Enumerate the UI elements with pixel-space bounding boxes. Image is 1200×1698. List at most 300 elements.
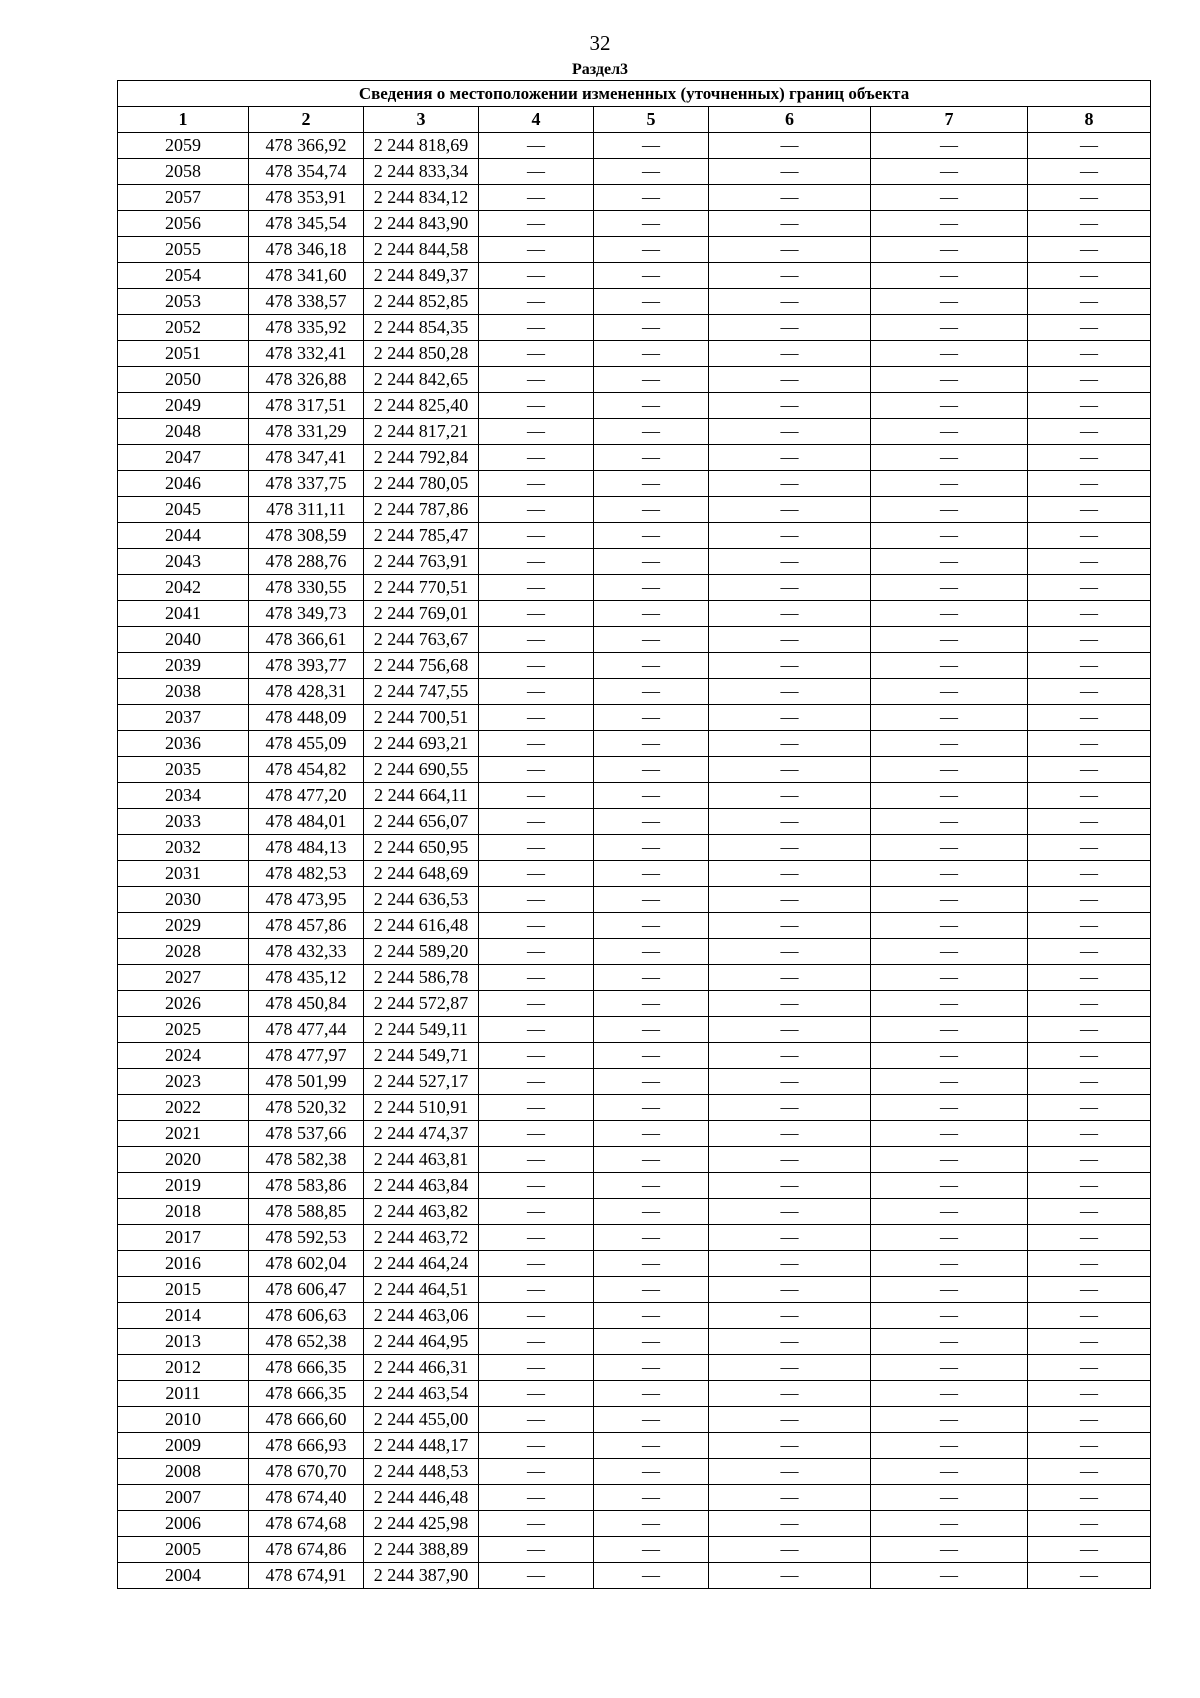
dash-cell: — — [1028, 653, 1151, 679]
table-row — [118, 185, 1151, 211]
dash-cell: — — [1028, 549, 1151, 575]
table-row — [118, 1199, 1151, 1225]
dash-cell: — — [1028, 679, 1151, 705]
dash-cell: — — [479, 185, 594, 211]
y-coordinate-cell: 2 244 690,55 — [364, 757, 479, 783]
dash-cell: — — [479, 601, 594, 627]
x-coordinate-cell: 478 454,82 — [249, 757, 364, 783]
dash-cell: — — [1028, 1225, 1151, 1251]
table-row — [118, 159, 1151, 185]
dash-cell: — — [1028, 1407, 1151, 1433]
dash-cell: — — [871, 757, 1028, 783]
y-coordinate-cell: 2 244 854,35 — [364, 315, 479, 341]
dash-cell: — — [709, 1407, 871, 1433]
point-number-cell: 2036 — [118, 731, 249, 757]
dash-cell: — — [871, 1251, 1028, 1277]
dash-cell: — — [709, 315, 871, 341]
table-row — [118, 679, 1151, 705]
dash-cell: — — [1028, 419, 1151, 445]
dash-cell: — — [1028, 263, 1151, 289]
table-row — [118, 341, 1151, 367]
x-coordinate-cell: 478 346,18 — [249, 237, 364, 263]
y-coordinate-cell: 2 244 455,00 — [364, 1407, 479, 1433]
point-number-cell: 2012 — [118, 1355, 249, 1381]
y-coordinate-cell: 2 244 572,87 — [364, 991, 479, 1017]
point-number-cell: 2049 — [118, 393, 249, 419]
dash-cell: — — [479, 809, 594, 835]
dash-cell: — — [594, 1407, 709, 1433]
dash-cell: — — [1028, 913, 1151, 939]
dash-cell: — — [709, 1147, 871, 1173]
dash-cell: — — [594, 601, 709, 627]
dash-cell: — — [1028, 991, 1151, 1017]
dash-cell: — — [479, 887, 594, 913]
dash-cell: — — [871, 1511, 1028, 1537]
y-coordinate-cell: 2 244 464,24 — [364, 1251, 479, 1277]
point-number-cell: 2039 — [118, 653, 249, 679]
x-coordinate-cell: 478 457,86 — [249, 913, 364, 939]
dash-cell: — — [479, 1017, 594, 1043]
dash-cell: — — [871, 731, 1028, 757]
dash-cell: — — [594, 237, 709, 263]
table-row — [118, 1069, 1151, 1095]
dash-cell: — — [871, 653, 1028, 679]
dash-cell: — — [479, 211, 594, 237]
x-coordinate-cell: 478 473,95 — [249, 887, 364, 913]
dash-cell: — — [479, 1537, 594, 1563]
y-coordinate-cell: 2 244 463,81 — [364, 1147, 479, 1173]
point-number-cell: 2041 — [118, 601, 249, 627]
dash-cell: — — [871, 1433, 1028, 1459]
dash-cell: — — [709, 367, 871, 393]
x-coordinate-cell: 478 592,53 — [249, 1225, 364, 1251]
x-coordinate-cell: 478 582,38 — [249, 1147, 364, 1173]
point-number-cell: 2016 — [118, 1251, 249, 1277]
dash-cell: — — [871, 1277, 1028, 1303]
dash-cell: — — [1028, 237, 1151, 263]
dash-cell: — — [479, 1277, 594, 1303]
dash-cell: — — [594, 159, 709, 185]
dash-cell: — — [594, 1251, 709, 1277]
table-row — [118, 315, 1151, 341]
point-number-cell: 2020 — [118, 1147, 249, 1173]
dash-cell: — — [594, 1381, 709, 1407]
dash-cell: — — [479, 1433, 594, 1459]
dash-cell: — — [479, 367, 594, 393]
point-number-cell: 2052 — [118, 315, 249, 341]
dash-cell: — — [1028, 1121, 1151, 1147]
table-row — [118, 289, 1151, 315]
table-row — [118, 861, 1151, 887]
dash-cell: — — [871, 1329, 1028, 1355]
dash-cell: — — [1028, 1563, 1151, 1589]
point-number-cell: 2037 — [118, 705, 249, 731]
dash-cell: — — [479, 913, 594, 939]
dash-cell: — — [709, 211, 871, 237]
y-coordinate-cell: 2 244 844,58 — [364, 237, 479, 263]
table-row — [118, 627, 1151, 653]
dash-cell: — — [1028, 887, 1151, 913]
dash-cell: — — [479, 1251, 594, 1277]
dash-cell: — — [709, 1225, 871, 1251]
x-coordinate-cell: 478 666,35 — [249, 1381, 364, 1407]
dash-cell: — — [1028, 601, 1151, 627]
x-coordinate-cell: 478 354,74 — [249, 159, 364, 185]
dash-cell: — — [594, 367, 709, 393]
dash-cell: — — [709, 705, 871, 731]
dash-cell: — — [479, 523, 594, 549]
dash-cell: — — [871, 1017, 1028, 1043]
dash-cell: — — [1028, 341, 1151, 367]
dash-cell: — — [709, 1303, 871, 1329]
dash-cell: — — [594, 653, 709, 679]
table-row — [118, 835, 1151, 861]
dash-cell: — — [479, 965, 594, 991]
table-row — [118, 367, 1151, 393]
y-coordinate-cell: 2 244 780,05 — [364, 471, 479, 497]
x-coordinate-cell: 478 366,92 — [249, 133, 364, 159]
dash-cell: — — [871, 185, 1028, 211]
x-coordinate-cell: 478 666,60 — [249, 1407, 364, 1433]
dash-cell: — — [709, 861, 871, 887]
dash-cell: — — [594, 809, 709, 835]
dash-cell: — — [871, 367, 1028, 393]
x-coordinate-cell: 478 674,40 — [249, 1485, 364, 1511]
dash-cell: — — [594, 1147, 709, 1173]
table-row — [118, 1485, 1151, 1511]
dash-cell: — — [709, 1381, 871, 1407]
dash-cell: — — [1028, 1251, 1151, 1277]
dash-cell: — — [1028, 1329, 1151, 1355]
dash-cell: — — [709, 1173, 871, 1199]
dash-cell: — — [709, 679, 871, 705]
point-number-cell: 2007 — [118, 1485, 249, 1511]
dash-cell: — — [871, 211, 1028, 237]
table-row — [118, 913, 1151, 939]
dash-cell: — — [1028, 1433, 1151, 1459]
page-number: 32 — [589, 31, 611, 55]
coordinates-table — [117, 80, 1151, 1589]
x-coordinate-cell: 478 583,86 — [249, 1173, 364, 1199]
table-row — [118, 1095, 1151, 1121]
dash-cell: — — [871, 861, 1028, 887]
y-coordinate-cell: 2 244 648,69 — [364, 861, 479, 887]
dash-cell: — — [479, 315, 594, 341]
table-row — [118, 211, 1151, 237]
dash-cell: — — [594, 757, 709, 783]
dash-cell: — — [479, 1069, 594, 1095]
x-coordinate-cell: 478 326,88 — [249, 367, 364, 393]
dash-cell: — — [1028, 497, 1151, 523]
dash-cell: — — [1028, 1355, 1151, 1381]
dash-cell: — — [479, 159, 594, 185]
y-coordinate-cell: 2 244 693,21 — [364, 731, 479, 757]
dash-cell: — — [709, 939, 871, 965]
y-coordinate-cell: 2 244 388,89 — [364, 1537, 479, 1563]
table-row — [118, 783, 1151, 809]
point-number-cell: 2018 — [118, 1199, 249, 1225]
dash-cell: — — [871, 523, 1028, 549]
dash-cell: — — [594, 627, 709, 653]
table-row — [118, 393, 1151, 419]
dash-cell: — — [1028, 445, 1151, 471]
dash-cell: — — [709, 913, 871, 939]
column-header: 2 — [249, 107, 364, 133]
point-number-cell: 2056 — [118, 211, 249, 237]
x-coordinate-cell: 478 670,70 — [249, 1459, 364, 1485]
dash-cell: — — [709, 1537, 871, 1563]
dash-cell: — — [709, 1199, 871, 1225]
dash-cell: — — [479, 653, 594, 679]
dash-cell: — — [709, 835, 871, 861]
y-coordinate-cell: 2 244 448,53 — [364, 1459, 479, 1485]
dash-cell: — — [1028, 627, 1151, 653]
dash-cell: — — [709, 263, 871, 289]
dash-cell: — — [871, 497, 1028, 523]
dash-cell: — — [1028, 835, 1151, 861]
dash-cell: — — [594, 1095, 709, 1121]
table-body — [118, 133, 1151, 1589]
x-coordinate-cell: 478 606,63 — [249, 1303, 364, 1329]
dash-cell: — — [871, 1173, 1028, 1199]
dash-cell: — — [871, 1537, 1028, 1563]
point-number-cell: 2059 — [118, 133, 249, 159]
dash-cell: — — [594, 1121, 709, 1147]
dash-cell: — — [594, 965, 709, 991]
dash-cell: — — [709, 991, 871, 1017]
dash-cell: — — [1028, 705, 1151, 731]
dash-cell: — — [709, 1251, 871, 1277]
table-row — [118, 1381, 1151, 1407]
dash-cell: — — [479, 731, 594, 757]
dash-cell: — — [1028, 939, 1151, 965]
y-coordinate-cell: 2 244 818,69 — [364, 133, 479, 159]
x-coordinate-cell: 478 338,57 — [249, 289, 364, 315]
table-row — [118, 445, 1151, 471]
dash-cell: — — [709, 731, 871, 757]
dash-cell: — — [594, 133, 709, 159]
dash-cell: — — [709, 497, 871, 523]
table-row — [118, 731, 1151, 757]
x-coordinate-cell: 478 331,29 — [249, 419, 364, 445]
dash-cell: — — [871, 1225, 1028, 1251]
dash-cell: — — [594, 783, 709, 809]
dash-cell: — — [1028, 1277, 1151, 1303]
dash-cell: — — [1028, 1095, 1151, 1121]
dash-cell: — — [871, 575, 1028, 601]
x-coordinate-cell: 478 501,99 — [249, 1069, 364, 1095]
x-coordinate-cell: 478 484,13 — [249, 835, 364, 861]
point-number-cell: 2038 — [118, 679, 249, 705]
y-coordinate-cell: 2 244 387,90 — [364, 1563, 479, 1589]
x-coordinate-cell: 478 428,31 — [249, 679, 364, 705]
dash-cell: — — [594, 1485, 709, 1511]
y-coordinate-cell: 2 244 425,98 — [364, 1511, 479, 1537]
dash-cell: — — [1028, 315, 1151, 341]
dash-cell: — — [479, 1459, 594, 1485]
table-row — [118, 1173, 1151, 1199]
y-coordinate-cell: 2 244 763,67 — [364, 627, 479, 653]
y-coordinate-cell: 2 244 834,12 — [364, 185, 479, 211]
dash-cell: — — [594, 471, 709, 497]
point-number-cell: 2029 — [118, 913, 249, 939]
table-row — [118, 471, 1151, 497]
dash-cell: — — [1028, 393, 1151, 419]
dash-cell: — — [871, 1095, 1028, 1121]
dash-cell: — — [594, 1511, 709, 1537]
y-coordinate-cell: 2 244 849,37 — [364, 263, 479, 289]
point-number-cell: 2008 — [118, 1459, 249, 1485]
dash-cell: — — [1028, 965, 1151, 991]
dash-cell: — — [479, 1407, 594, 1433]
table-row — [118, 965, 1151, 991]
dash-cell: — — [594, 1303, 709, 1329]
point-number-cell: 2032 — [118, 835, 249, 861]
dash-cell: — — [871, 1459, 1028, 1485]
table-row — [118, 1043, 1151, 1069]
y-coordinate-cell: 2 244 527,17 — [364, 1069, 479, 1095]
dash-cell: — — [479, 1095, 594, 1121]
x-coordinate-cell: 478 337,75 — [249, 471, 364, 497]
x-coordinate-cell: 478 602,04 — [249, 1251, 364, 1277]
y-coordinate-cell: 2 244 785,47 — [364, 523, 479, 549]
y-coordinate-cell: 2 244 510,91 — [364, 1095, 479, 1121]
point-number-cell: 2027 — [118, 965, 249, 991]
dash-cell: — — [594, 211, 709, 237]
dash-cell: — — [594, 731, 709, 757]
y-coordinate-cell: 2 244 825,40 — [364, 393, 479, 419]
point-number-cell: 2048 — [118, 419, 249, 445]
point-number-cell: 2044 — [118, 523, 249, 549]
point-number-cell: 2025 — [118, 1017, 249, 1043]
dash-cell: — — [709, 783, 871, 809]
y-coordinate-cell: 2 244 850,28 — [364, 341, 479, 367]
dash-cell: — — [871, 991, 1028, 1017]
y-coordinate-cell: 2 244 463,82 — [364, 1199, 479, 1225]
dash-cell: — — [709, 289, 871, 315]
point-number-cell: 2057 — [118, 185, 249, 211]
x-coordinate-cell: 478 288,76 — [249, 549, 364, 575]
point-number-cell: 2011 — [118, 1381, 249, 1407]
y-coordinate-cell: 2 244 636,53 — [364, 887, 479, 913]
dash-cell: — — [1028, 1017, 1151, 1043]
dash-cell: — — [871, 835, 1028, 861]
dash-cell: — — [1028, 211, 1151, 237]
x-coordinate-cell: 478 674,91 — [249, 1563, 364, 1589]
x-coordinate-cell: 478 450,84 — [249, 991, 364, 1017]
dash-cell: — — [594, 861, 709, 887]
dash-cell: — — [871, 913, 1028, 939]
dash-cell: — — [594, 1173, 709, 1199]
dash-cell: — — [871, 783, 1028, 809]
dash-cell: — — [594, 341, 709, 367]
dash-cell: — — [871, 1381, 1028, 1407]
point-number-cell: 2033 — [118, 809, 249, 835]
dash-cell: — — [1028, 133, 1151, 159]
y-coordinate-cell: 2 244 463,84 — [364, 1173, 479, 1199]
dash-cell: — — [709, 237, 871, 263]
dash-cell: — — [594, 497, 709, 523]
column-header-row — [118, 107, 1151, 133]
dash-cell: — — [479, 1303, 594, 1329]
point-number-cell: 2010 — [118, 1407, 249, 1433]
dash-cell: — — [871, 1069, 1028, 1095]
dash-cell: — — [594, 315, 709, 341]
table-row — [118, 601, 1151, 627]
x-coordinate-cell: 478 311,11 — [249, 497, 364, 523]
y-coordinate-cell: 2 244 747,55 — [364, 679, 479, 705]
dash-cell: — — [709, 185, 871, 211]
dash-cell: — — [871, 341, 1028, 367]
y-coordinate-cell: 2 244 792,84 — [364, 445, 479, 471]
dash-cell: — — [594, 1537, 709, 1563]
table-row — [118, 809, 1151, 835]
dash-cell: — — [871, 419, 1028, 445]
dash-cell: — — [1028, 1381, 1151, 1407]
x-coordinate-cell: 478 477,44 — [249, 1017, 364, 1043]
dash-cell: — — [594, 289, 709, 315]
dash-cell: — — [479, 237, 594, 263]
y-coordinate-cell: 2 244 817,21 — [364, 419, 479, 445]
dash-cell: — — [871, 1485, 1028, 1511]
dash-cell: — — [709, 471, 871, 497]
dash-cell: — — [594, 1459, 709, 1485]
y-coordinate-cell: 2 244 770,51 — [364, 575, 479, 601]
point-number-cell: 2019 — [118, 1173, 249, 1199]
dash-cell: — — [479, 1329, 594, 1355]
dash-cell: — — [594, 705, 709, 731]
dash-cell: — — [709, 1511, 871, 1537]
dash-cell: — — [1028, 731, 1151, 757]
table-row — [118, 1537, 1151, 1563]
dash-cell: — — [594, 1199, 709, 1225]
x-coordinate-cell: 478 347,41 — [249, 445, 364, 471]
dash-cell: — — [479, 679, 594, 705]
column-header: 3 — [364, 107, 479, 133]
point-number-cell: 2054 — [118, 263, 249, 289]
x-coordinate-cell: 478 537,66 — [249, 1121, 364, 1147]
point-number-cell: 2055 — [118, 237, 249, 263]
column-header: 5 — [594, 107, 709, 133]
dash-cell: — — [709, 965, 871, 991]
dash-cell: — — [709, 757, 871, 783]
table-row — [118, 1459, 1151, 1485]
x-coordinate-cell: 478 482,53 — [249, 861, 364, 887]
dash-cell: — — [479, 991, 594, 1017]
table-row — [118, 705, 1151, 731]
dash-cell: — — [871, 1147, 1028, 1173]
x-coordinate-cell: 478 666,35 — [249, 1355, 364, 1381]
dash-cell: — — [594, 1563, 709, 1589]
dash-cell: — — [1028, 1173, 1151, 1199]
dash-cell: — — [709, 133, 871, 159]
dash-cell: — — [871, 549, 1028, 575]
point-number-cell: 2021 — [118, 1121, 249, 1147]
x-coordinate-cell: 478 308,59 — [249, 523, 364, 549]
point-number-cell: 2046 — [118, 471, 249, 497]
column-header: 7 — [871, 107, 1028, 133]
dash-cell: — — [594, 523, 709, 549]
y-coordinate-cell: 2 244 463,72 — [364, 1225, 479, 1251]
dash-cell: — — [594, 575, 709, 601]
dash-cell: — — [871, 1563, 1028, 1589]
y-coordinate-cell: 2 244 463,54 — [364, 1381, 479, 1407]
y-coordinate-cell: 2 244 463,06 — [364, 1303, 479, 1329]
dash-cell: — — [871, 1199, 1028, 1225]
dash-cell: — — [479, 1199, 594, 1225]
dash-cell: — — [479, 1563, 594, 1589]
dash-cell: — — [1028, 1147, 1151, 1173]
